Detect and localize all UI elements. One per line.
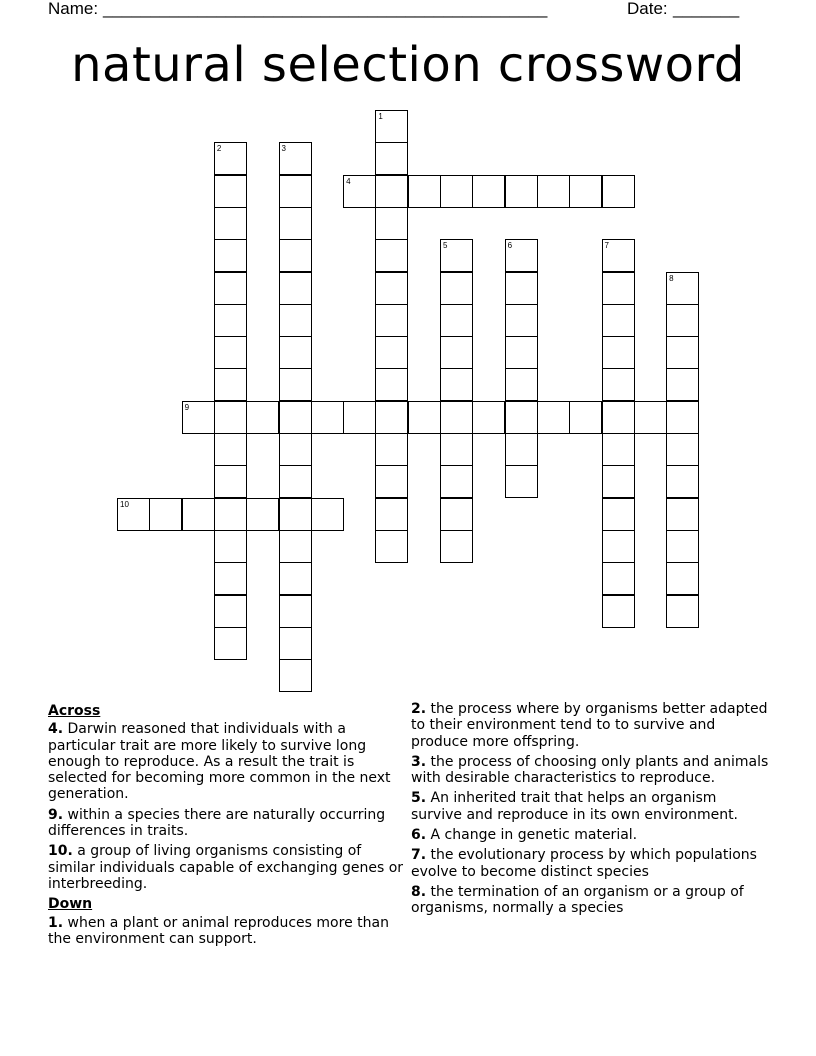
- grid-cell[interactable]: [375, 239, 408, 272]
- grid-cell[interactable]: [279, 659, 312, 692]
- grid-cell[interactable]: [279, 336, 312, 369]
- grid-cell[interactable]: [634, 401, 667, 434]
- grid-cell[interactable]: [279, 401, 312, 434]
- clue-text: within a species there are naturally occurring differences in traits.: [48, 806, 386, 840]
- grid-cell[interactable]: [375, 401, 408, 434]
- clue-down-6: [411, 827, 771, 843]
- grid-cell[interactable]: [440, 272, 473, 305]
- down-heading: Down: [48, 896, 93, 913]
- grid-cell[interactable]: [117, 498, 150, 531]
- grid-cell[interactable]: [214, 498, 247, 531]
- clues-column-left: [48, 701, 406, 951]
- cell-number: 2: [216, 144, 222, 154]
- grid-cell[interactable]: [440, 368, 473, 401]
- grid-cell[interactable]: [602, 175, 635, 208]
- grid-cell[interactable]: [472, 175, 505, 208]
- name-field-line[interactable]: _______________________________________________: [103, 0, 548, 18]
- grid-cell[interactable]: [602, 433, 635, 466]
- clue-number: 2.: [411, 701, 427, 717]
- grid-cell[interactable]: [375, 465, 408, 498]
- cell-number: 7: [604, 241, 609, 251]
- grid-cell[interactable]: [440, 465, 473, 498]
- grid-cell[interactable]: [440, 304, 473, 337]
- grid-cell[interactable]: [666, 304, 699, 337]
- grid-cell[interactable]: [311, 498, 344, 531]
- date-field-line[interactable]: _______: [673, 0, 740, 18]
- grid-cell[interactable]: [440, 175, 473, 208]
- grid-cell[interactable]: [440, 433, 473, 466]
- grid-cell[interactable]: [214, 465, 247, 498]
- grid-cell[interactable]: [375, 142, 408, 175]
- cell-number: 4: [346, 176, 351, 186]
- grid-cell[interactable]: [375, 530, 408, 563]
- grid-cell[interactable]: [279, 207, 312, 240]
- grid-cell[interactable]: [602, 530, 635, 563]
- grid-cell[interactable]: [214, 530, 247, 563]
- clue-number: 8.: [411, 883, 427, 900]
- grid-cell[interactable]: [505, 336, 538, 369]
- grid-cell[interactable]: [375, 272, 408, 305]
- grid-cell[interactable]: [375, 175, 408, 208]
- grid-cell[interactable]: [375, 110, 408, 143]
- grid-cell[interactable]: [537, 401, 570, 434]
- grid-cell[interactable]: [602, 465, 635, 498]
- grid-cell[interactable]: [279, 272, 312, 305]
- grid-cell[interactable]: [375, 304, 408, 337]
- cell-number: 10: [120, 499, 129, 509]
- grid-cell[interactable]: [666, 562, 699, 595]
- grid-cell[interactable]: [602, 368, 635, 401]
- grid-cell[interactable]: [279, 498, 312, 531]
- grid-cell[interactable]: [472, 401, 505, 434]
- grid-cell[interactable]: [602, 401, 635, 434]
- grid-cell[interactable]: [214, 336, 247, 369]
- grid-cell[interactable]: [505, 368, 538, 401]
- clue-number: 6.: [411, 827, 427, 844]
- grid-cell[interactable]: [505, 304, 538, 337]
- grid-cell[interactable]: [602, 272, 635, 305]
- grid-cell[interactable]: [214, 401, 247, 434]
- grid-cell[interactable]: [246, 498, 279, 531]
- grid-cell[interactable]: [343, 401, 376, 434]
- cell-number: 3: [281, 144, 286, 154]
- clue-text: the process where by organisms better adapted to their environment tend to to survive and produce more offspring.: [411, 701, 768, 750]
- grid-cell[interactable]: [279, 368, 312, 401]
- grid-cell[interactable]: [602, 239, 635, 272]
- clue-number: 7.: [411, 847, 427, 864]
- page-title: natural selection crossword: [71, 37, 745, 93]
- across-heading: Across: [48, 703, 101, 719]
- clue-text: a group of living organisms consisting of similar individuals capable of exchanging genes or interbreeding.: [48, 843, 404, 892]
- clue-number: 9.: [48, 806, 64, 823]
- grid-cell[interactable]: [666, 336, 699, 369]
- name-label: Name:: [48, 0, 99, 18]
- grid-cell[interactable]: [440, 239, 473, 272]
- grid-cell[interactable]: [666, 368, 699, 401]
- clue-across-4: [48, 721, 406, 802]
- grid-cell[interactable]: [246, 401, 279, 434]
- grid-cell[interactable]: [440, 401, 473, 434]
- grid-cell[interactable]: [505, 239, 538, 272]
- grid-cell[interactable]: [279, 562, 312, 595]
- clue-text: Darwin reasoned that individuals with a particular trait are more likely to survive long enough to reproduce. As a result the trait is selected for becoming more common in the next generation.: [48, 721, 391, 803]
- grid-cell[interactable]: [279, 142, 312, 175]
- grid-cell[interactable]: [214, 207, 247, 240]
- grid-cell[interactable]: [311, 401, 344, 434]
- clue-text: the termination of an organism or a group of organisms, normally a species: [411, 883, 744, 917]
- grid-cell[interactable]: [279, 530, 312, 563]
- grid-cell[interactable]: [408, 175, 441, 208]
- date-label: Date:: [627, 0, 668, 18]
- grid-cell[interactable]: [602, 304, 635, 337]
- clues-column-right: [411, 701, 771, 921]
- grid-cell[interactable]: [666, 595, 699, 628]
- clue-down-7: [411, 847, 771, 880]
- grid-cell[interactable]: [602, 336, 635, 369]
- grid-cell[interactable]: [279, 304, 312, 337]
- grid-cell[interactable]: [440, 530, 473, 563]
- grid-cell[interactable]: [537, 175, 570, 208]
- clue-text: An inherited trait that helps an organism survive and reproduce in its own environment.: [411, 790, 739, 823]
- grid-cell[interactable]: [505, 465, 538, 498]
- grid-cell[interactable]: [375, 207, 408, 240]
- grid-cell[interactable]: [375, 336, 408, 369]
- grid-cell[interactable]: [569, 401, 602, 434]
- clue-number: 4.: [48, 721, 64, 738]
- grid-cell[interactable]: [279, 627, 312, 660]
- grid-cell[interactable]: [408, 401, 441, 434]
- grid-cell[interactable]: [214, 433, 247, 466]
- clue-down-1: [48, 915, 406, 948]
- grid-cell[interactable]: [505, 401, 538, 434]
- grid-cell[interactable]: [666, 530, 699, 563]
- cell-number: 1: [378, 112, 383, 121]
- grid-cell[interactable]: [505, 175, 538, 208]
- grid-cell[interactable]: [214, 627, 247, 660]
- grid-cell[interactable]: [602, 562, 635, 595]
- grid-cell[interactable]: [505, 272, 538, 305]
- clue-number: 5.: [411, 790, 427, 807]
- clue-number: 1.: [48, 914, 64, 931]
- grid-cell[interactable]: [666, 272, 699, 305]
- grid-cell[interactable]: [214, 272, 247, 305]
- cell-number: 9: [184, 402, 190, 412]
- clue-down-5: [411, 790, 771, 823]
- clue-down-3: [411, 754, 771, 787]
- grid-cell[interactable]: [666, 498, 699, 531]
- grid-cell[interactable]: [149, 498, 182, 531]
- grid-cell[interactable]: [440, 336, 473, 369]
- clue-across-10: [48, 843, 406, 892]
- grid-cell[interactable]: [602, 595, 635, 628]
- cell-number: 5: [443, 241, 448, 251]
- grid-cell[interactable]: [214, 368, 247, 401]
- clue-text: the process of choosing only plants and animals with desirable characteristics to reproduce.: [411, 753, 769, 787]
- grid-cell[interactable]: [214, 239, 247, 272]
- clue-text: the evolutionary process by which populations evolve to become distinct species: [411, 847, 757, 880]
- grid-cell[interactable]: [666, 433, 699, 466]
- clue-down-2: [411, 701, 771, 750]
- clue-down-8: [411, 884, 771, 917]
- grid-cell[interactable]: [214, 304, 247, 337]
- grid-cell[interactable]: [214, 595, 247, 628]
- clue-across-9: [48, 807, 406, 840]
- grid-cell[interactable]: [279, 433, 312, 466]
- grid-cell[interactable]: [375, 368, 408, 401]
- grid-cell[interactable]: [666, 465, 699, 498]
- clue-text: A change in genetic material.: [430, 827, 638, 844]
- grid-cell[interactable]: [440, 498, 473, 531]
- grid-cell[interactable]: [375, 433, 408, 466]
- grid-cell[interactable]: [279, 465, 312, 498]
- grid-cell[interactable]: [182, 498, 215, 531]
- clue-number: 10.: [48, 843, 73, 860]
- grid-cell[interactable]: [182, 401, 215, 434]
- cell-number: 6: [507, 241, 513, 251]
- grid-cell[interactable]: [214, 175, 247, 208]
- grid-cell[interactable]: [569, 175, 602, 208]
- grid-cell[interactable]: [666, 401, 699, 434]
- grid-cell[interactable]: [279, 175, 312, 208]
- grid-cell[interactable]: [375, 498, 408, 531]
- grid-cell[interactable]: [505, 433, 538, 466]
- grid-cell[interactable]: [214, 562, 247, 595]
- grid-cell[interactable]: [343, 175, 376, 208]
- clue-text: when a plant or animal reproduces more than the environment can support.: [48, 914, 389, 947]
- grid-cell[interactable]: [214, 142, 247, 175]
- grid-cell[interactable]: [279, 239, 312, 272]
- grid-cell[interactable]: [602, 498, 635, 531]
- cell-number: 8: [669, 273, 674, 283]
- clue-number: 3.: [411, 753, 427, 770]
- grid-cell[interactable]: [279, 595, 312, 628]
